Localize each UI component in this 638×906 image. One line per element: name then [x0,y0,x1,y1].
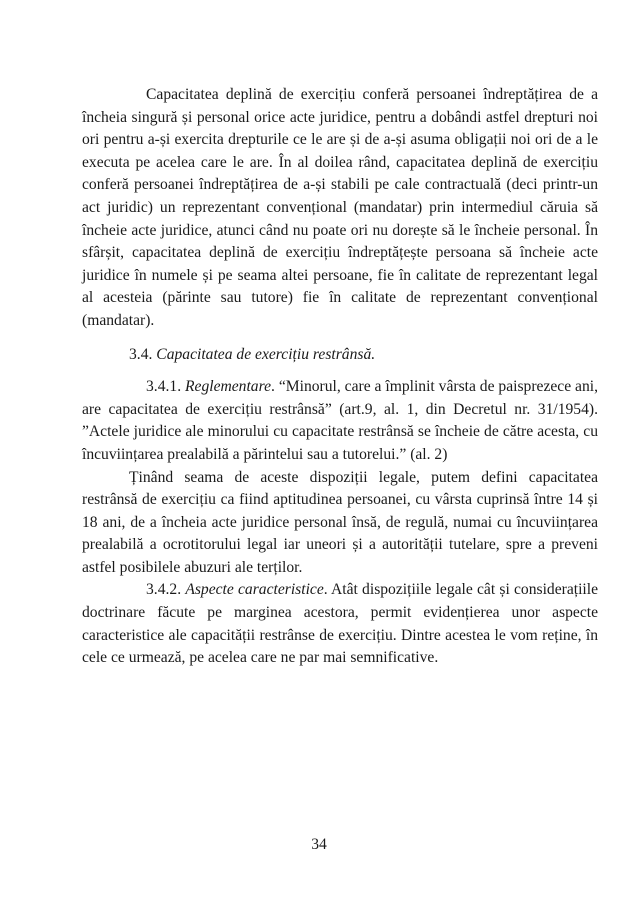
section-title: Capacitatea de exercițiu restrânsă. [156,345,376,363]
subsection-title: Reglementare [185,378,272,396]
subsection-3-4-2 [82,579,598,669]
paragraph-full-capacity: Capacitatea deplină de exercițiu conferă persoanei îndreptățirea de a încheia singură și personal orice acte juridice, pentru a dobândi astfel drepturi noi ori pentru a-și exercita drepturile ce le are și de a-și asuma obligații noi ori de a le executa pe acelea care le are. În al doilea rând, capacitatea deplină de exercițiu conferă persoanei îndreptățirea de a-și stabili pe cale contractuală (deci printr-un act juridic) un reprezentant convențional (mandatar) prin intermediul căruia să încheie acte juridice, atunci când nu poate ori nu dorește să le încheie personal. În sfârșit, capacitatea deplină de exercițiu îndreptățește persoana să încheie acte juridice în numele și pe seama altei persoane, fie în calitate de reprezentant legal al acesteia (părinte sau tutore) fie în calitate de reprezentant convențional (mandatar). [82,86,598,329]
subsection-text: . Atât dispozițiile legale cât și considerațiile doctrinare făcute pe marginea acestora, permit evidențierea unor aspecte caracteristice ale capacității restrânse de exercițiu. Dintre acestea le vom reține, în cele ce urmează, pe acelea care ne par mai semnificative. [82,581,599,667]
document-page [82,84,598,670]
subsection-title: Aspecte caracteristice [185,581,324,599]
subsection-number: 3.4.1. [146,378,185,396]
subsection-text: . “Minorul, care a împlinit vârsta de paisprezece ani, are capacitatea de exercițiu restrânsă” (art.9, al. 1, din Decretul nr. 31/1954). ”Actele juridice ale minorului cu capacitate restrânsă se încheie de către acesta, cu încuviințarea prealabilă a părintelui sau a tutorelui.” (al. 2) [82,378,598,463]
paragraph-definition: Ținând seama de aceste dispoziții legale, putem defini capacitatea restrânsă de exercițiu ca fiind aptitudinea persoanei, cu vârsta cuprinsă între 14 și 18 ani, de a încheia acte juridice personal însă, de regulă, numai cu încuviințarea prealabilă a ocrotitorului legal iar uneori și a autorității tutelare, spre a preveni astfel posibilele abuzuri ale terților. [82,468,598,576]
section-number: 3.4. [129,345,157,363]
page-number: 34 [311,836,327,853]
subsection-3-4-1 [82,376,598,466]
subsection-number: 3.4.2. [146,581,186,599]
section-heading-3-4 [82,344,598,367]
